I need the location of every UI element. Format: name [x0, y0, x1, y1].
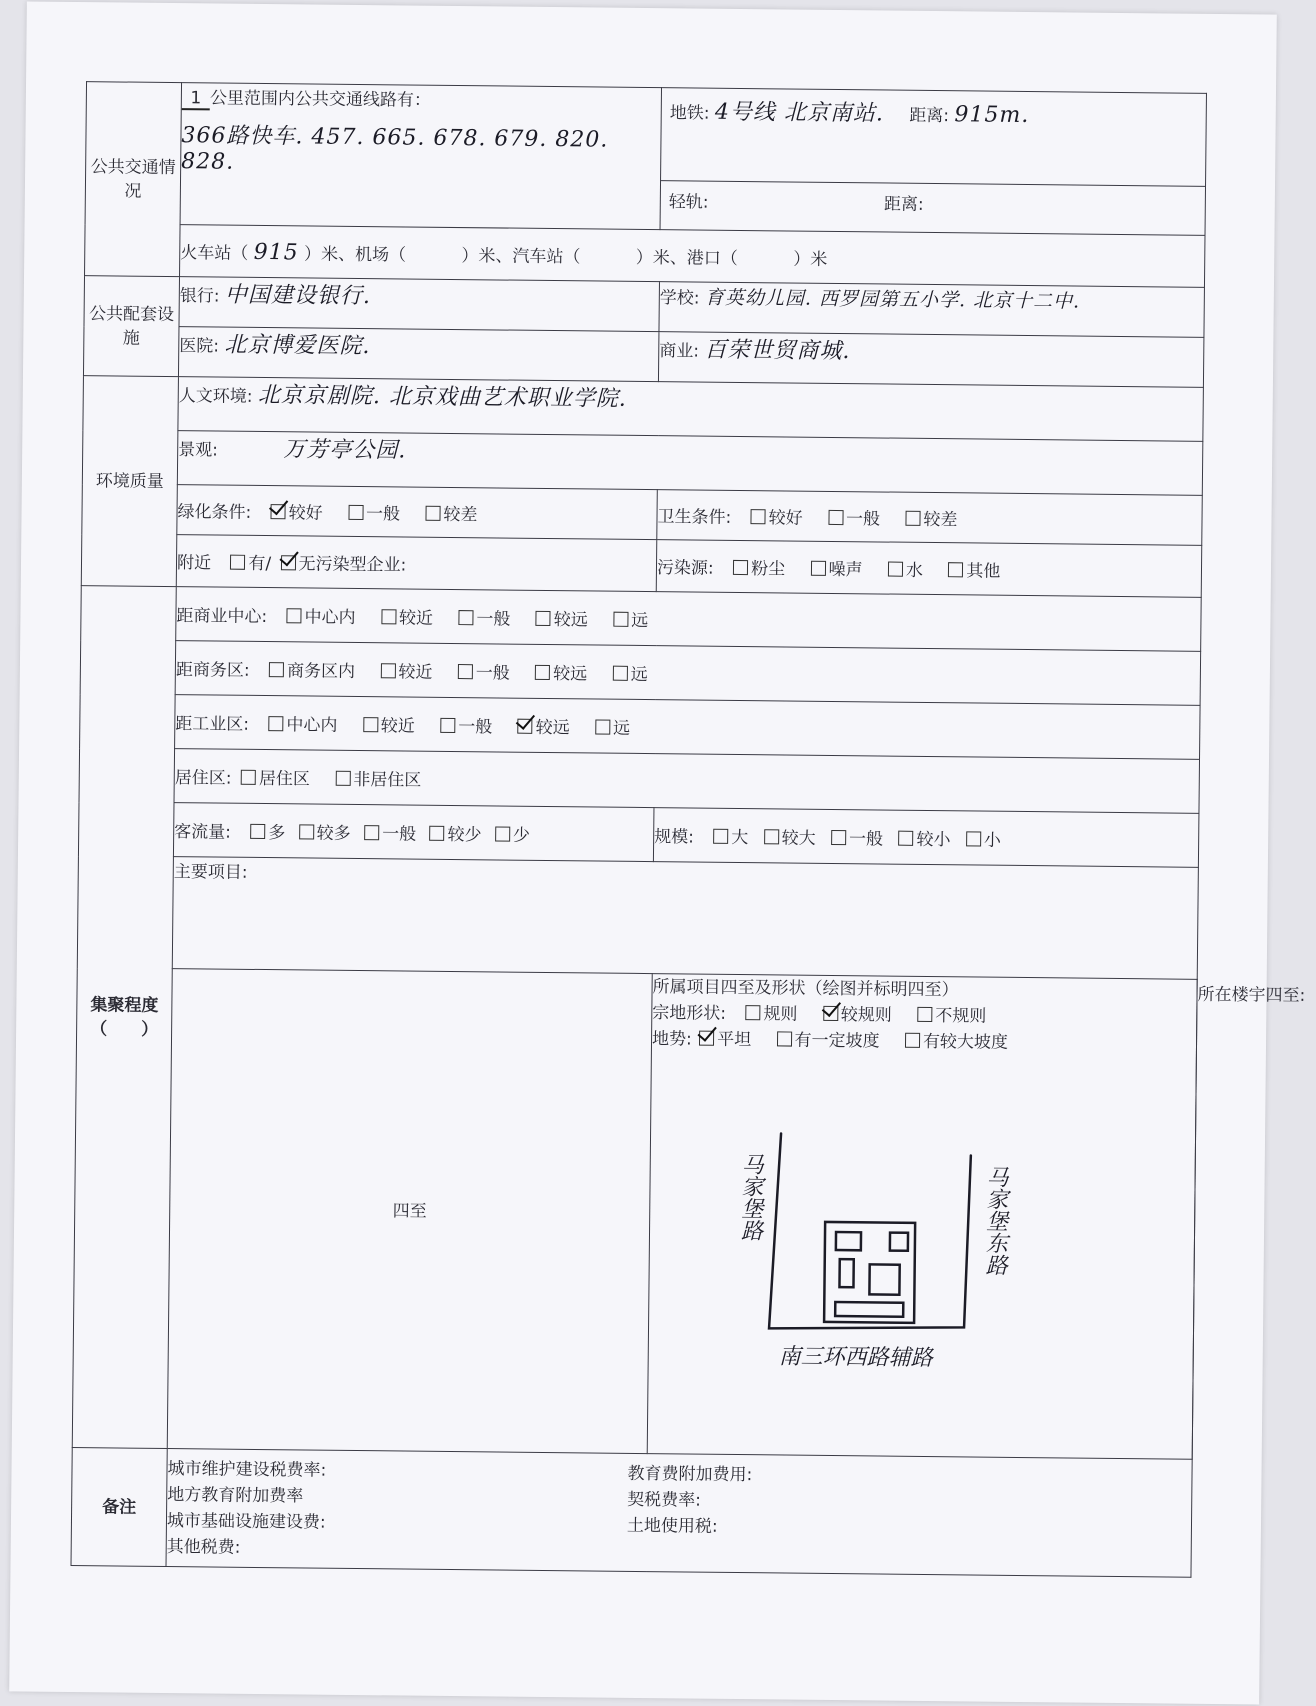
commerce-label: 商业: — [659, 341, 700, 362]
checkbox[interactable] — [335, 771, 350, 786]
hospital-value: 北京博爱医院. — [224, 332, 371, 360]
option-label: 平坦 — [717, 1029, 752, 1051]
option-label: 中心内 — [286, 715, 338, 736]
checkbox[interactable] — [966, 831, 981, 846]
form-sheet — [9, 2, 1306, 1705]
bus-lines-cell — [180, 83, 661, 230]
checkbox[interactable] — [764, 829, 779, 844]
scale-label: 规模: — [654, 827, 695, 848]
school-label: 学校: — [659, 288, 700, 309]
sanitation-option-label: 较差 — [923, 509, 958, 531]
bank-value: 中国建设银行. — [224, 282, 372, 310]
checkbox[interactable] — [595, 719, 610, 734]
nearby-option-label: 有/ — [248, 553, 272, 575]
option-label: 较近 — [380, 716, 415, 737]
port-end-label: ）米 — [793, 249, 828, 270]
option-label: 少 — [512, 825, 531, 846]
remark-line: 城市基础设施建设费: — [166, 1510, 326, 1533]
option-label: 居住区 — [258, 768, 310, 790]
pollution-checkbox-other[interactable] — [948, 562, 963, 577]
option-label: 有一定坡度 — [794, 1030, 880, 1052]
greening-checkbox-good[interactable] — [271, 504, 286, 519]
rail-cell — [660, 88, 1206, 236]
remarks-cell — [166, 1449, 1192, 1578]
option-label: 较多 — [316, 823, 351, 844]
sanitation-cell — [657, 490, 1202, 546]
radius-label: 公里范围内公共交通线路有： — [209, 88, 431, 111]
building-block — [890, 1233, 908, 1251]
biz-center-label: 距商业中心: — [176, 606, 268, 628]
checkbox[interactable] — [713, 829, 728, 844]
greening-checkbox-poor[interactable] — [425, 506, 440, 521]
checkbox[interactable] — [381, 609, 396, 624]
remark-line: 其他税费: — [166, 1536, 241, 1558]
shape-title: 所属项目四至及形状（绘图并标明四至） — [652, 977, 959, 1001]
checkbox[interactable] — [269, 662, 284, 677]
cluster-label: 集聚程度 — [90, 994, 159, 1016]
pollution-cell — [656, 540, 1202, 598]
option-label: 中心内 — [304, 607, 356, 628]
commerce-value: 百荣世贸商城. — [704, 337, 851, 365]
remark-line: 契税费率: — [627, 1489, 702, 1511]
checkbox[interactable] — [440, 718, 455, 733]
transport-section-label: 公共交通情况 — [85, 82, 182, 277]
cluster-label-bracket: （ ） — [90, 1018, 159, 1040]
checkbox[interactable] — [831, 830, 846, 845]
greening-option-label: 较好 — [288, 503, 323, 524]
checkbox[interactable] — [905, 1033, 920, 1048]
option-label: 一般 — [475, 663, 510, 684]
option-label: 规则 — [763, 1004, 798, 1025]
bank-cell — [179, 277, 659, 332]
remark-line: 教育费附加费用: — [627, 1463, 753, 1485]
checkbox-checked[interactable] — [823, 1006, 838, 1021]
option-label: 远 — [631, 610, 649, 632]
residential-label: 居住区: — [174, 768, 232, 789]
pollution-option-label: 其他 — [966, 561, 1001, 582]
sanitation-label: 卫生条件: — [657, 507, 732, 528]
pollution-label: 污染源: — [656, 558, 714, 579]
checkbox[interactable] — [299, 824, 314, 839]
subway-label: 地铁: — [669, 103, 710, 124]
subway-distance-value: 915m. — [954, 102, 1030, 129]
building-block — [839, 1259, 853, 1287]
checkbox[interactable] — [380, 663, 395, 678]
option-label: 较近 — [398, 662, 433, 683]
shape-label: 宗地形状: — [652, 1003, 727, 1024]
building-block — [835, 1302, 903, 1317]
bus-lines-value: 366路快车. 457. 665. 678. 679. 820. 828. — [181, 123, 609, 175]
sanitation-option-label: 较好 — [768, 508, 803, 529]
train-station-label: 火车站（ — [180, 242, 249, 264]
pollution-checkbox-noise[interactable] — [810, 561, 825, 576]
airport-label: ）米、机场（ — [303, 243, 407, 265]
greening-option-label: 一般 — [365, 504, 401, 525]
main-items-label: 主要项目: — [173, 862, 248, 883]
checkbox[interactable] — [287, 608, 302, 623]
checkbox[interactable] — [363, 717, 378, 732]
option-label: 一般 — [476, 609, 511, 630]
sanitation-checkbox-good[interactable] — [751, 509, 766, 524]
lightrail-distance-label: 距离: — [883, 194, 924, 215]
option-label: 远 — [612, 718, 631, 739]
checkbox[interactable] — [241, 770, 256, 785]
checkbox[interactable] — [458, 610, 473, 625]
option-label: 较规则 — [840, 1005, 892, 1026]
facilities-section-label: 公共配套设施 — [83, 276, 179, 377]
option-label: 多 — [268, 823, 286, 844]
bus-station-label: ）米、汽车站（ — [461, 245, 581, 267]
survey-form-table — [71, 81, 1306, 1578]
nearby-cell — [176, 535, 657, 592]
pollution-option-label: 水 — [905, 560, 924, 581]
option-label: 较远 — [553, 610, 588, 631]
checkbox[interactable] — [458, 664, 473, 679]
option-label: 较近 — [398, 608, 434, 629]
checkbox[interactable] — [777, 1031, 792, 1046]
checkbox[interactable] — [250, 824, 265, 839]
environment-section-label: 环境质量 — [81, 376, 178, 587]
building-block — [836, 1232, 861, 1250]
checkbox[interactable] — [268, 716, 283, 731]
culture-label: 人文环境: — [178, 386, 253, 407]
checkbox[interactable] — [536, 611, 551, 626]
option-label: 小 — [983, 830, 1002, 851]
remark-line: 城市维护建设税费率: — [167, 1458, 327, 1481]
option-label: 大 — [731, 827, 749, 849]
option-label: 一般 — [458, 717, 493, 738]
building-boundary-label: 所在楼宇四至: — [1197, 984, 1306, 1006]
pollution-checkbox-water[interactable] — [888, 562, 903, 577]
option-label: 不规则 — [935, 1006, 987, 1027]
boundary-section-label: 四至 — [167, 969, 652, 1454]
greening-option-label: 较差 — [443, 504, 478, 526]
shape-cell — [647, 974, 1197, 1460]
site-sketch — [648, 1112, 1071, 1416]
landscape-value: 万芳亭公园. — [283, 437, 407, 464]
greening-checkbox-fair[interactable] — [348, 505, 363, 520]
scale-row — [653, 808, 1199, 868]
option-label: 非居住区 — [353, 769, 422, 791]
greening-label: 绿化条件: — [177, 502, 252, 523]
train-station-value: 915 — [253, 239, 299, 265]
commerce-cell — [658, 332, 1203, 388]
radius-value: 1 — [182, 88, 210, 110]
cluster-section-label — [72, 586, 176, 1449]
checkbox[interactable] — [898, 831, 913, 846]
option-label: 远 — [630, 664, 648, 686]
pollution-option-label: 噪声 — [828, 559, 863, 581]
option-label: 较小 — [916, 829, 951, 851]
traffic-row — [173, 803, 654, 862]
school-cell — [659, 282, 1204, 338]
pollution-checkbox-dust[interactable] — [733, 560, 748, 575]
landscape-label: 景观: — [178, 440, 219, 461]
lightrail-label: 轻轨: — [668, 192, 709, 213]
checkbox-checked[interactable] — [518, 719, 533, 734]
hospital-label: 医院: — [179, 336, 220, 357]
option-label: 有较大坡度 — [922, 1031, 1009, 1053]
option-label: 较少 — [447, 824, 482, 846]
nearby-label: 附近 — [176, 553, 212, 574]
main-items-cell — [172, 857, 1198, 980]
checkbox-checked[interactable] — [699, 1031, 714, 1046]
checkbox[interactable] — [429, 826, 444, 841]
site-roads-outline — [769, 1133, 971, 1330]
remark-line: 地方教育附加费率 — [167, 1484, 304, 1506]
checkbox[interactable] — [535, 665, 550, 680]
checkbox[interactable] — [613, 666, 628, 681]
sanitation-checkbox-fair[interactable] — [828, 510, 843, 525]
checkbox[interactable] — [364, 825, 379, 840]
option-label: 较远 — [553, 664, 588, 685]
option-label: 较远 — [535, 717, 570, 739]
checkbox[interactable] — [745, 1005, 760, 1020]
culture-value: 北京京剧院. 北京戏曲艺术职业学院. — [257, 382, 628, 412]
road-south-label: 南三环西路辅路 — [778, 1344, 933, 1372]
remarks-section-label: 备注 — [71, 1448, 167, 1567]
port-label: ）米、港口（ — [635, 247, 738, 269]
traffic-label: 客流量: — [174, 822, 232, 843]
option-label: 商务区内 — [286, 661, 356, 682]
greening-cell — [177, 485, 657, 540]
checkbox[interactable] — [917, 1007, 932, 1022]
option-label: 较大 — [781, 828, 816, 849]
option-label: 一般 — [849, 829, 884, 850]
sanitation-option-label: 一般 — [845, 509, 881, 530]
remark-line: 土地使用税: — [626, 1515, 718, 1537]
subway-value: 4号线 北京南站. — [714, 99, 885, 127]
road-east-label: 马家堡东路 — [982, 1165, 1009, 1276]
remarks-right — [627, 1460, 753, 1565]
nearby-checkbox-no[interactable] — [280, 555, 295, 570]
bank-label: 银行: — [179, 286, 220, 307]
remarks-columns — [167, 1456, 1192, 1571]
checkbox[interactable] — [613, 612, 628, 627]
subway-distance-label: 距离: — [909, 105, 950, 127]
terrain-row — [652, 1026, 1196, 1058]
sanitation-checkbox-poor[interactable] — [905, 511, 920, 526]
school-value: 育英幼儿园. 西罗园第五小学. 北京十二中. — [704, 286, 1081, 313]
option-label: 一般 — [382, 824, 417, 845]
nearby-checkbox-yes[interactable] — [230, 555, 245, 570]
road-west-label: 马家堡路 — [737, 1153, 764, 1242]
hospital-cell — [178, 327, 658, 382]
business-district-label: 距商务区: — [175, 660, 250, 681]
checkbox[interactable] — [495, 826, 510, 841]
building-block — [869, 1264, 899, 1294]
industry-zone-label: 距工业区: — [175, 714, 250, 735]
terrain-label: 地势: — [651, 1029, 692, 1050]
pollution-option-label: 粉尘 — [751, 559, 786, 580]
nearby-option-label: 无污染型企业: — [298, 554, 407, 576]
remarks-left — [167, 1456, 628, 1565]
